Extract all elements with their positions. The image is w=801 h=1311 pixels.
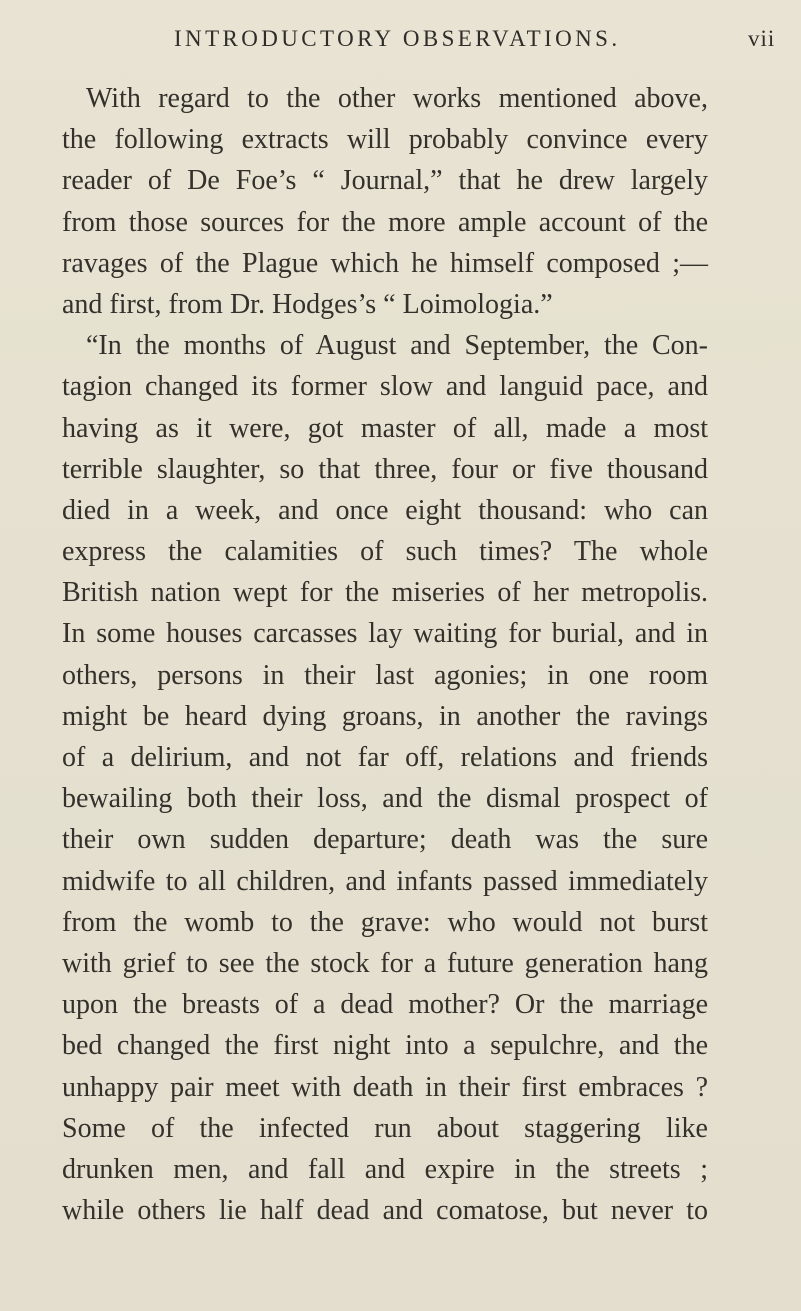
text-line: the following extracts will probably convince every	[62, 124, 708, 156]
body-text	[62, 78, 708, 1231]
text-line: midwife to all children, and infants passed immediately	[62, 865, 708, 897]
text-line: upon the breasts of a dead mother? Or the marriage	[62, 989, 708, 1021]
text-line: ravages of the Plague which he himself composed ;—	[62, 247, 708, 279]
text-line: bewailing both their loss, and the dismal prospect of	[62, 783, 708, 815]
text-line: British nation wept for the miseries of her metropolis.	[62, 577, 708, 609]
running-title: INTRODUCTORY OBSERVATIONS.	[174, 26, 621, 51]
text-line: reader of De Foe’s “ Journal,” that he drew largely	[62, 165, 708, 197]
text-line: In some houses carcasses lay waiting for burial, and in	[62, 618, 708, 650]
text-line: terrible slaughter, so that three, four or five thousand	[62, 453, 708, 485]
text-line: express the calamities of such times? The whole	[62, 536, 708, 568]
text-line: unhappy pair meet with death in their first embraces ?	[62, 1071, 708, 1103]
text-line: with grief to see the stock for a future generation hang	[62, 947, 708, 979]
text-line: from the womb to the grave: who would not burst	[62, 906, 708, 938]
text-line: others, persons in their last agonies; in one room	[62, 659, 708, 691]
text-line: of a delirium, and not far off, relations and friends	[62, 742, 708, 773]
text-line: their own sudden departure; death was the sure	[62, 824, 708, 856]
text-line: With regard to the other works mentioned above,	[86, 83, 708, 114]
page-number: vii	[748, 26, 776, 51]
text-line: and first, from Dr. Hodges’s “ Loimologia.”	[62, 288, 553, 320]
text-line: while others lie half dead and comatose, but never to	[62, 1195, 708, 1227]
text-line: “In the months of August and September, the Con-	[86, 330, 708, 362]
text-line: from those sources for the more ample account of the	[62, 206, 708, 238]
text-line: having as it were, got master of all, made a most	[62, 412, 708, 444]
text-line: tagion changed its former slow and languid pace, and	[62, 371, 708, 403]
text-line: died in a week, and once eight thousand: who can	[62, 494, 708, 526]
text-line: might be heard dying groans, in another the ravings	[62, 700, 708, 732]
text-line: Some of the infected run about staggering like	[62, 1112, 708, 1144]
text-line: drunken men, and fall and expire in the streets ;	[62, 1153, 708, 1185]
text-line: bed changed the first night into a sepulchre, and the	[62, 1030, 708, 1062]
running-head	[0, 26, 801, 66]
